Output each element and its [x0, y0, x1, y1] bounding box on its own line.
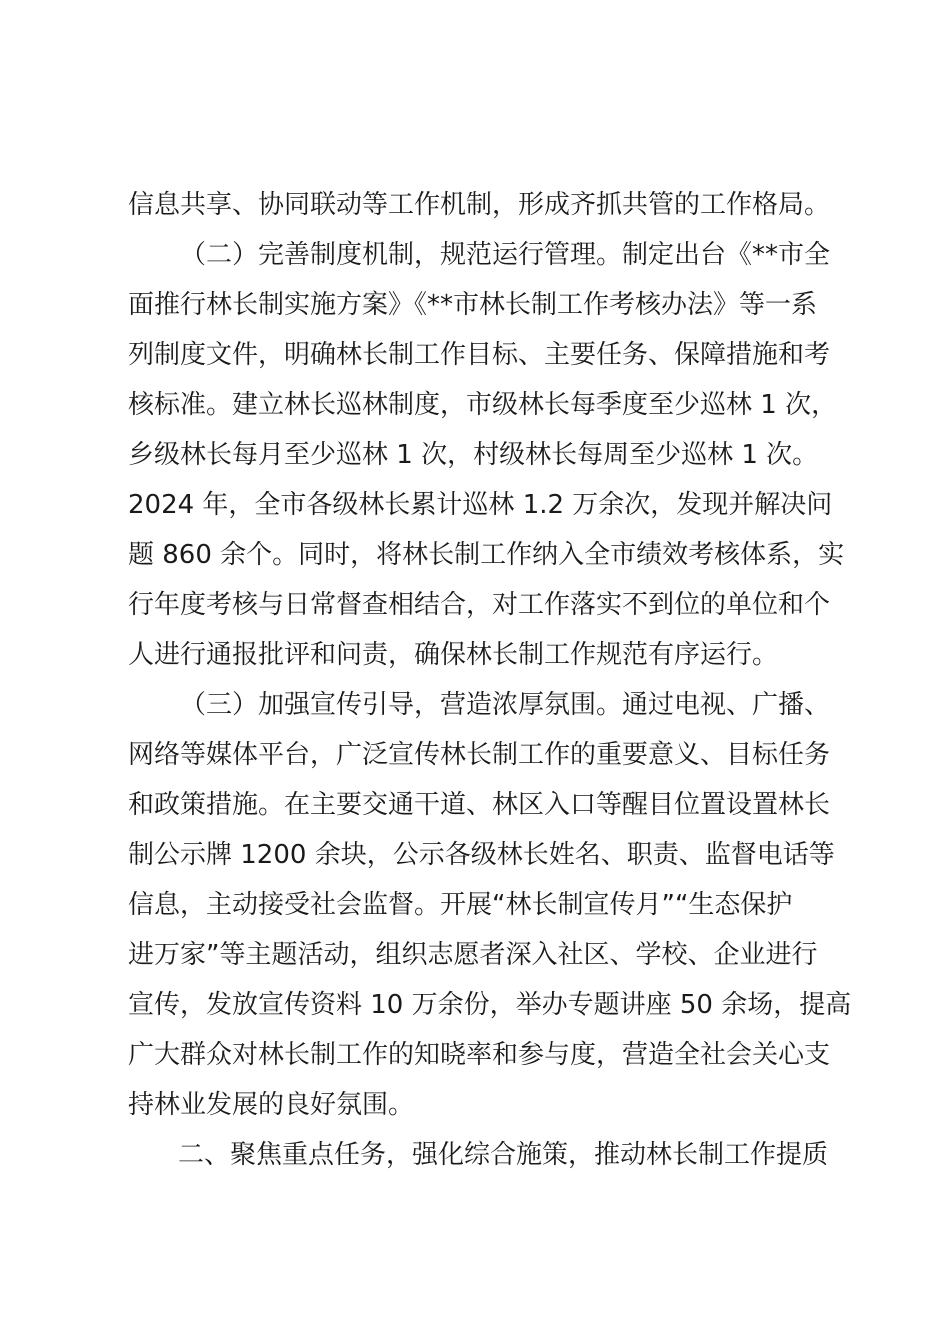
text-line: 网络等媒体平台，广泛宣传林长制工作的重要意义、目标任务 [128, 740, 831, 770]
text-line: 持林业发展的良好氛围。 [128, 1090, 415, 1120]
text-line: 信息，主动接受社会监督。开展“林长制宣传月”“生态保护 [128, 890, 793, 920]
text-line: 和政策措施。在主要交通干道、林区入口等醒目位置设置林长 [128, 790, 831, 820]
text-line: 列制度文件，明确林长制工作目标、主要任务、保障措施和考 [128, 340, 831, 370]
text-line: 人进行通报批评和问责，确保林长制工作规范有序运行。 [128, 640, 779, 670]
text-line: 乡级林长每月至少巡林 1 次，村级林长每周至少巡林 1 次。 [128, 440, 819, 470]
text-line: 2024 年，全市各级林长累计巡林 1.2 万余次，发现并解决问 [128, 490, 833, 520]
section-two-first-line: （二）完善制度机制，规范运行管理。制定出台《**市全 [180, 240, 831, 270]
text-line: 行年度考核与日常督查相结合，对工作落实不到位的单位和个 [128, 590, 831, 620]
body-text [128, 180, 852, 1180]
section-three-first-line: （三）加强宣传引导，营造浓厚氛围。通过电视、广播、 [180, 690, 831, 720]
text-line: 进万家”等主题活动，组织志愿者深入社区、学校、企业进行 [128, 940, 818, 970]
section-heading: 二、聚焦重点任务，强化综合施策，推动林长制工作提质 [178, 1140, 829, 1170]
text-line: 题 860 余个。同时，将林长制工作纳入全市绩效考核体系，实 [128, 540, 845, 570]
text-line: 广大群众对林长制工作的知晓率和参与度，营造全社会关心支 [128, 1040, 831, 1070]
text-line: 面推行林长制实施方案》《**市林长制工作考核办法》等一系 [128, 290, 818, 320]
text-line: 核标准。建立林长巡林制度，市级林长每季度至少巡林 1 次， [128, 390, 838, 420]
text-line: 宣传，发放宣传资料 10 万余份，举办专题讲座 50 余场，提高 [128, 990, 852, 1020]
text-line: 信息共享、协同联动等工作机制，形成齐抓共管的工作格局。 [128, 190, 831, 220]
text-line: 制公示牌 1200 余块，公示各级林长姓名、职责、监督电话等 [128, 840, 835, 870]
